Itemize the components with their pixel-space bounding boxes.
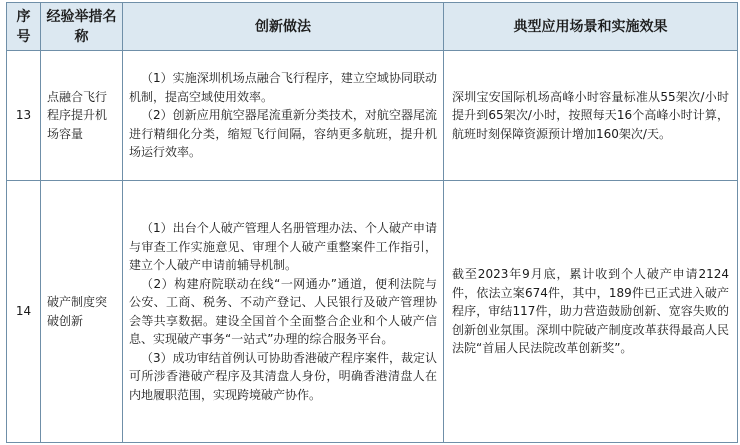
row-name: 破产制度突破创新 — [41, 181, 123, 443]
effect-paragraph: 截至2023年9月底，累计收到个人破产申请2124件，依法立案674件，其中，189件已正式进入破产程序，审结117件，助力营造鼓励创新、宽容失败的创新创业氛围。深圳中院破产制度改革获得最高人民法院“首届人民法院改革创新奖”。 — [452, 267, 729, 356]
header-effect: 典型应用场景和实施效果 — [444, 3, 738, 51]
header-method: 创新做法 — [123, 3, 444, 51]
header-row — [7, 3, 738, 51]
row-name: 点融合飞行程序提升机场容量 — [41, 51, 123, 181]
method-paragraph: （2）创新应用航空器尾流重新分类技术，对航空器尾流进行精细化分类，缩短飞行间隔，容纳更多航班，提升机场运行效率。 — [129, 108, 437, 160]
measures-table — [6, 2, 738, 443]
table-row — [7, 181, 738, 443]
row-method — [123, 181, 444, 443]
row-index: 14 — [7, 181, 41, 443]
table-row — [7, 51, 738, 181]
header-index: 序号 — [7, 3, 41, 51]
effect-paragraph: 深圳宝安国际机场高峰小时容量标准从55架次/小时提升到65架次/小时，按照每天16个高峰小时计算，航班时刻保障资源预计增加160架次/天。 — [452, 89, 729, 141]
method-paragraph: （3）成功审结首例认可协助香港破产程序案件，裁定认可所涉香港破产程序及其清盘人身份，明确香港清盘人在内地履职范围，实现跨境破产协作。 — [129, 350, 437, 402]
method-paragraph: （1）出台个人破产管理人名册管理办法、个人破产申请与审查工作实施意见、审理个人破产重整案件工作指引，建立个人破产申请前辅导机制。 — [129, 221, 437, 272]
method-paragraph: （1）实施深圳机场点融合飞行程序，建立空域协同联动机制，提高空域使用效率。 — [129, 71, 437, 104]
method-paragraph: （2）构建府院联动在线“一网通办”通道，便利法院与公安、工商、税务、不动产登记、人民银行及破产管理协会等共享数据。建设全国首个全面整合企业和个人破产信息、实现破产事务“一站式”办理的综合服务平台。 — [129, 276, 437, 346]
row-effect — [444, 181, 738, 443]
row-effect — [444, 51, 738, 181]
header-name: 经验举措名称 — [41, 3, 123, 51]
row-index: 13 — [7, 51, 41, 181]
row-method — [123, 51, 444, 181]
